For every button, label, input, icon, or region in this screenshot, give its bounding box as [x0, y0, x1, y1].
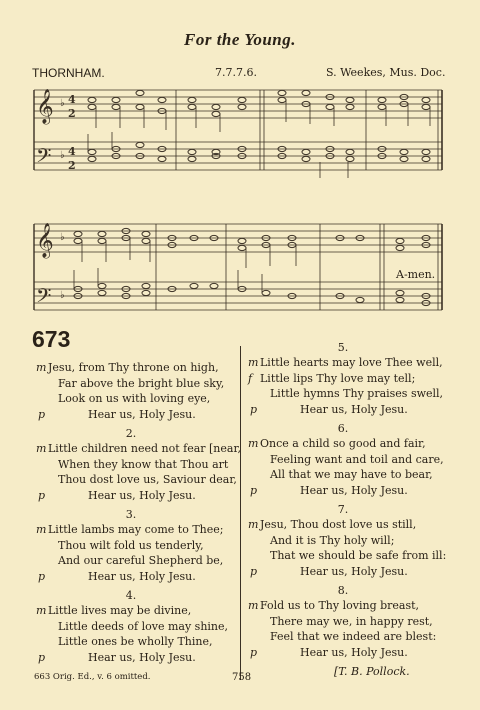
- verse-line: [248, 355, 454, 371]
- svg-text:𝄞: 𝄞: [36, 223, 54, 258]
- verse-line: [36, 538, 242, 554]
- verse-text: And it is Thy holy will;: [270, 533, 395, 547]
- stanza-number: 7.: [337, 503, 349, 516]
- verse-text: Look on us with loving eye,: [58, 392, 211, 405]
- verse-line: [248, 371, 454, 387]
- svg-text:2: 2: [68, 107, 76, 120]
- verse-line: [36, 569, 242, 585]
- stanza: [36, 588, 242, 665]
- dynamic-mark: m: [248, 437, 259, 450]
- verse-line: [248, 645, 454, 661]
- verse-line: [248, 614, 454, 630]
- dynamic-mark: m: [248, 599, 259, 612]
- svg-text:4: 4: [68, 93, 76, 106]
- verse-line: [36, 603, 242, 619]
- verse-text: Once a child so good and fair,: [260, 437, 426, 450]
- stanza-number: 5.: [337, 341, 349, 354]
- verse-line: [248, 629, 454, 645]
- verse-line: [248, 517, 454, 533]
- verse-line: [248, 467, 454, 483]
- verse-text: Hear us, Holy Jesu.: [300, 564, 408, 578]
- svg-text:4: 4: [68, 145, 76, 158]
- verse-text: Hear us, Holy Jesu.: [88, 569, 196, 583]
- verse-text: Thou wilt fold us tenderly,: [58, 538, 204, 552]
- stanza: [248, 340, 454, 417]
- stanzas-left-column: [36, 360, 242, 669]
- dynamic-mark: p: [38, 407, 46, 421]
- dynamic-mark: p: [250, 564, 258, 578]
- verse-line: [248, 533, 454, 549]
- dynamic-mark: m: [36, 604, 47, 617]
- dynamic-mark: p: [250, 645, 258, 659]
- verse-text: That we should be safe from ill:: [270, 549, 447, 562]
- verse-text: Hear us, Holy Jesu.: [88, 488, 196, 502]
- dynamic-mark: p: [38, 488, 46, 502]
- hymn-author: [T. B. Pollock.: [334, 665, 410, 678]
- dynamic-mark: m: [36, 523, 47, 536]
- verse-line: [36, 650, 242, 666]
- verse-line: [248, 436, 454, 452]
- verse-line: [36, 553, 242, 569]
- verse-text: Little lips Thy love may tell;: [260, 371, 416, 385]
- verse-text: Feel that we indeed are blest:: [270, 630, 437, 643]
- verse-line: [248, 452, 454, 468]
- dynamic-mark: p: [38, 650, 46, 664]
- verse-text: Hear us, Holy Jesu.: [300, 645, 408, 659]
- verse-text: Hear us, Holy Jesu.: [300, 402, 408, 416]
- verse-line: [36, 488, 242, 504]
- verse-line: [248, 386, 454, 402]
- verse-line: [36, 634, 242, 650]
- tune-name: THORNHAM.: [32, 66, 105, 80]
- dynamic-mark: m: [36, 442, 47, 455]
- verse-text: All that we may have to bear,: [270, 468, 433, 481]
- svg-text:𝄢: 𝄢: [36, 284, 52, 312]
- stanza: [36, 426, 242, 503]
- music-system-1: [30, 82, 450, 184]
- verse-text: Little children need not fear [near,: [48, 442, 242, 455]
- stanza: [248, 583, 454, 660]
- svg-text:♭: ♭: [60, 150, 65, 161]
- dynamic-mark: m: [248, 518, 259, 531]
- stanzas-right-column: [248, 340, 454, 680]
- stanza: [248, 502, 454, 579]
- verse-text: Hear us, Holy Jesu.: [300, 483, 408, 497]
- verse-line: [248, 564, 454, 580]
- stanza: [36, 360, 242, 422]
- verse-text: Far above the bright blue sky,: [58, 376, 225, 390]
- stanza-number: 6.: [337, 422, 349, 435]
- stanza: [248, 421, 454, 498]
- verse-text: Jesu, Thou dost love us still,: [260, 518, 417, 531]
- verse-line: [36, 376, 242, 392]
- verse-text: Little hearts may love Thee well,: [260, 356, 443, 369]
- verse-text: Little lambs may come to Thee;: [48, 523, 224, 536]
- amen-label: A-men.: [396, 268, 436, 281]
- verse-text: Hear us, Holy Jesu.: [88, 407, 196, 421]
- footer-note: 663 Orig. Ed., v. 6 omitted.: [34, 672, 151, 682]
- verse-text: When they know that Thou art: [58, 457, 229, 471]
- dynamic-mark: m: [248, 356, 259, 369]
- verse-text: Thou dost love us, Saviour dear,: [58, 473, 237, 486]
- verse-line: [36, 522, 242, 538]
- svg-text:♭: ♭: [60, 98, 65, 109]
- stanza: [36, 507, 242, 584]
- meter: 7.7.7.6.: [215, 66, 257, 79]
- svg-text:2: 2: [68, 159, 76, 172]
- verse-line: [36, 391, 242, 407]
- verse-text: Little hymns Thy praises swell,: [270, 387, 444, 400]
- svg-text:𝄢: 𝄢: [36, 144, 52, 172]
- verse-text: And our careful Shepherd be,: [58, 554, 224, 567]
- stanza-number: 3.: [125, 508, 137, 521]
- stanza-number: 8.: [337, 584, 349, 597]
- verse-text: Feeling want and toil and care,: [270, 452, 444, 466]
- dynamic-mark: m: [36, 361, 47, 374]
- verse-text: Little deeds of love may shine,: [58, 619, 229, 633]
- verse-line: [36, 472, 242, 488]
- verse-line: [36, 360, 242, 376]
- verse-text: Little ones be wholly Thine,: [58, 635, 213, 648]
- svg-text:♭: ♭: [60, 232, 65, 243]
- stanza-number: 2.: [125, 427, 137, 440]
- dynamic-mark: p: [250, 402, 258, 416]
- dynamic-mark: p: [250, 483, 258, 497]
- verse-line: [248, 548, 454, 564]
- dynamic-mark: f: [248, 371, 253, 385]
- section-title: For the Young.: [183, 30, 297, 49]
- verse-line: [248, 483, 454, 499]
- verse-line: [248, 402, 454, 418]
- svg-text:♭: ♭: [60, 290, 65, 301]
- composer: S. Weekes, Mus. Doc.: [326, 66, 446, 79]
- svg-text:𝄞: 𝄞: [36, 89, 54, 124]
- stanza-number: 4.: [125, 589, 137, 602]
- verse-text: Hear us, Holy Jesu.: [88, 650, 196, 664]
- page-number: 758: [232, 672, 252, 683]
- music-system-2: [30, 212, 450, 322]
- verse-line: [36, 441, 242, 457]
- verse-text: Fold us to Thy loving breast,: [260, 599, 420, 612]
- dynamic-mark: p: [38, 569, 46, 583]
- hymn-number: 673: [32, 326, 71, 352]
- verse-line: [36, 407, 242, 423]
- verse-line: [248, 598, 454, 614]
- verse-text: There may we, in happy rest,: [270, 614, 433, 628]
- verse-line: [36, 619, 242, 635]
- verse-text: Little lives may be divine,: [48, 604, 192, 617]
- verse-line: [36, 457, 242, 473]
- verse-text: Jesu, from Thy throne on high,: [48, 361, 219, 374]
